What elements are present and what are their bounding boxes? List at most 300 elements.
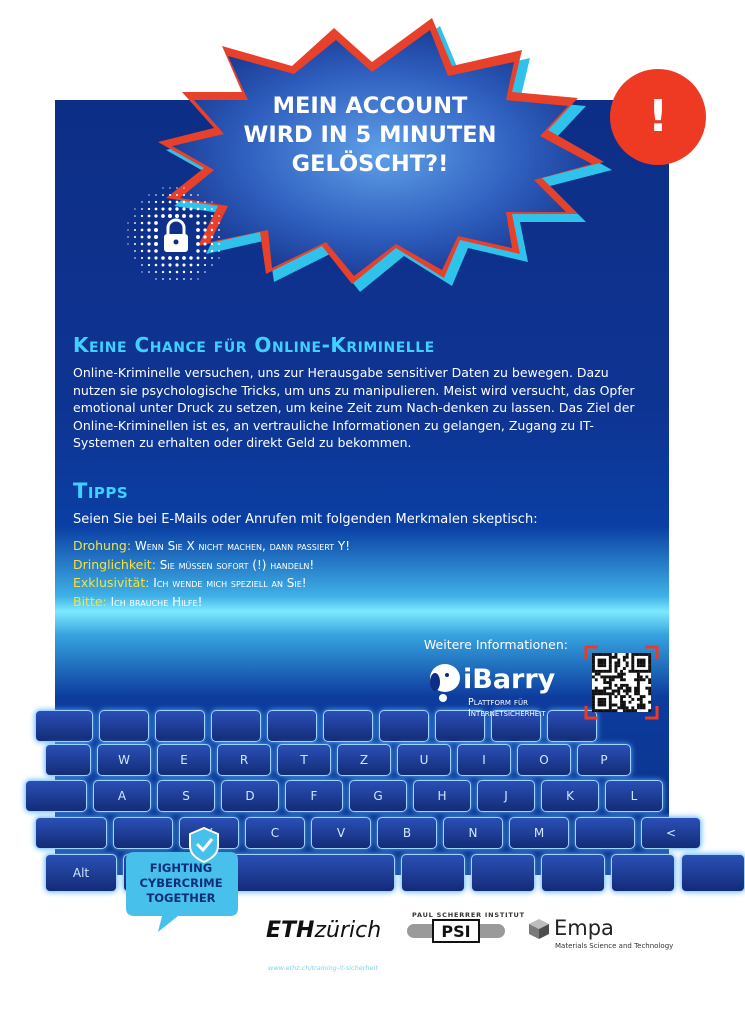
qr-module <box>595 678 598 681</box>
qr-module <box>603 670 606 673</box>
qr-module <box>606 675 609 678</box>
key: K <box>541 780 599 812</box>
qr-module <box>614 684 617 687</box>
globe-dot <box>203 235 206 238</box>
section-heading-chance: Keine Chance für Online-Kriminelle <box>73 333 435 357</box>
globe-dot <box>141 243 144 246</box>
dog-tag <box>439 694 447 702</box>
globe-dot <box>196 256 199 259</box>
qr-module <box>609 704 612 707</box>
globe-dot <box>176 278 178 280</box>
key: Z <box>337 744 391 776</box>
qr-module <box>648 656 651 659</box>
qr-module <box>609 687 612 690</box>
list-item <box>73 556 643 575</box>
qr-module <box>637 673 640 676</box>
qr-module <box>629 670 632 673</box>
qr-module <box>614 664 617 667</box>
key: F <box>285 780 343 812</box>
qr-module <box>631 706 634 709</box>
qr-module <box>637 659 640 662</box>
qr-module <box>643 704 646 707</box>
qr-module <box>600 661 603 664</box>
key: E <box>157 744 211 776</box>
qr-module <box>592 653 595 656</box>
globe-dot <box>204 271 206 273</box>
qr-module <box>609 684 612 687</box>
qr-module <box>600 653 603 656</box>
globe-dot <box>161 214 165 218</box>
qr-module <box>595 673 598 676</box>
qr-module <box>648 701 651 704</box>
globe-dot <box>147 242 150 245</box>
qr-module <box>645 653 648 656</box>
globe-dot <box>141 215 143 217</box>
globe-dot <box>182 256 186 260</box>
globe-dot <box>168 256 172 260</box>
qr-module <box>645 670 648 673</box>
qr-module <box>598 690 601 693</box>
qr-module <box>612 692 615 695</box>
globe-dot <box>134 208 135 209</box>
qr-module <box>598 673 601 676</box>
globe-dot <box>141 264 143 266</box>
tip-text: Ich brauche Hilfe! <box>110 594 203 609</box>
globe-dot <box>175 207 178 210</box>
key: I <box>457 744 511 776</box>
qr-module <box>648 659 651 662</box>
qr-module <box>629 701 632 704</box>
key: < <box>641 817 701 849</box>
qr-module <box>592 692 595 695</box>
qr-module <box>648 692 651 695</box>
globe-dot <box>141 250 143 252</box>
qr-module <box>609 692 612 695</box>
qr-module <box>617 659 620 662</box>
qr-module <box>598 659 601 662</box>
psi-logo[interactable] <box>407 920 505 942</box>
globe-dot <box>134 229 136 231</box>
qr-module <box>598 670 601 673</box>
globe-dot <box>190 271 192 273</box>
globe-dot <box>127 243 128 244</box>
qr-module <box>631 659 634 662</box>
qr-module <box>617 687 620 690</box>
lock-globe-icon <box>124 184 228 288</box>
qr-module <box>626 653 629 656</box>
qr-module <box>643 653 646 656</box>
qr-module <box>637 678 640 681</box>
qr-module <box>643 706 646 709</box>
qr-module <box>648 678 651 681</box>
globe-dot <box>189 256 192 259</box>
qr-module <box>623 695 626 698</box>
globe-dot <box>175 256 179 260</box>
qr-module <box>645 675 648 678</box>
qr-module <box>626 664 629 667</box>
qr-module <box>631 656 634 659</box>
qr-module <box>592 690 595 693</box>
qr-module <box>612 704 615 707</box>
intro-paragraph: Online-Kriminelle versuchen, uns zur Herausgabe sensitiver Daten zu bewegen. Dazu nutzen sie psychologische Tricks, um uns zu manipulieren. Meist wird versucht, das Opfer emotional unter Druck zu setzen, um keine Zeit zum Nach-denken zu lassen. Das Ziel der Online-Kriminellen ist es, an vertrauliche Informationen zu gelangen, Zugang zu IT-Systemen zu erhalten oder direkt Geld zu bekommen. <box>73 365 635 450</box>
qr-module <box>634 690 637 693</box>
globe-dot <box>154 228 158 232</box>
globe-dot <box>155 201 157 203</box>
eth-zurich-logo[interactable]: ETHzürich <box>266 918 382 943</box>
globe-dot <box>196 214 199 217</box>
globe-dot <box>161 207 164 210</box>
globe-dot <box>211 208 213 210</box>
qr-module <box>600 698 603 701</box>
qr-module <box>640 678 643 681</box>
qr-module <box>629 690 632 693</box>
key: L <box>605 780 663 812</box>
qr-module <box>609 706 612 709</box>
key: H <box>413 780 471 812</box>
qr-module <box>603 690 606 693</box>
globe-dot <box>211 215 213 217</box>
qr-module <box>606 709 609 712</box>
qr-module <box>600 701 603 704</box>
globe-dot <box>127 236 128 237</box>
qr-module <box>598 653 601 656</box>
globe-dot <box>218 257 219 258</box>
qr-module <box>606 670 609 673</box>
qr-module <box>617 675 620 678</box>
qr-module <box>629 695 632 698</box>
qr-module <box>600 659 603 662</box>
globe-dot <box>141 222 144 225</box>
globe-dot <box>147 249 150 252</box>
key: O <box>517 744 571 776</box>
globe-dot <box>162 201 165 204</box>
empa-cube-icon <box>527 917 551 941</box>
qr-module <box>592 675 595 678</box>
qr-module <box>609 653 612 656</box>
globe-dot <box>218 250 220 252</box>
qr-module <box>620 706 623 709</box>
qr-module <box>648 664 651 667</box>
qr-module <box>592 656 595 659</box>
qr-module <box>609 675 612 678</box>
qr-module <box>640 670 643 673</box>
qr-module <box>612 675 615 678</box>
globe-dot <box>134 250 136 252</box>
list-item <box>73 537 643 556</box>
qr-module <box>609 695 612 698</box>
qr-module <box>592 698 595 701</box>
qr-module <box>634 670 637 673</box>
qr-module <box>592 706 595 709</box>
globe-dot <box>190 264 193 267</box>
qr-module <box>620 670 623 673</box>
qr-module <box>640 698 643 701</box>
globe-dot <box>154 221 158 225</box>
qr-module <box>634 687 637 690</box>
list-item <box>73 574 643 593</box>
tip-key: Bitte: <box>73 593 107 609</box>
qr-module <box>643 661 646 664</box>
qr-module <box>640 701 643 704</box>
qr-module <box>598 664 601 667</box>
qr-module <box>620 704 623 707</box>
qr-module <box>592 667 595 670</box>
key: B <box>377 817 437 849</box>
globe-dot <box>211 250 213 252</box>
qr-module <box>609 681 612 684</box>
qr-module <box>609 678 612 681</box>
key: T <box>277 744 331 776</box>
qr-module <box>614 675 617 678</box>
qr-module <box>640 704 643 707</box>
globe-dot <box>182 207 185 210</box>
globe-dot <box>141 208 143 210</box>
qr-module <box>623 706 626 709</box>
globe-dot <box>134 222 136 224</box>
qr-module <box>637 704 640 707</box>
qr-module <box>606 687 609 690</box>
globe-dot <box>197 194 199 196</box>
globe-dot <box>218 236 220 238</box>
globe-dot <box>147 228 150 231</box>
shield-check-icon <box>190 828 218 862</box>
qr-module <box>643 659 646 662</box>
globe-dot <box>183 278 185 280</box>
globe-dot <box>155 208 158 211</box>
globe-dot <box>183 271 185 273</box>
qr-module <box>634 678 637 681</box>
qr-module <box>637 670 640 673</box>
qr-module <box>631 653 634 656</box>
qr-module <box>598 692 601 695</box>
qr-code-icon[interactable] <box>592 653 651 712</box>
psi-institute-name: PAUL SCHERRER INSTITUT <box>412 911 525 919</box>
qr-module <box>623 690 626 693</box>
globe-dot <box>155 194 157 196</box>
qr-module <box>609 670 612 673</box>
globe-dot <box>141 236 144 239</box>
globe-dot <box>148 264 150 266</box>
globe-dot <box>148 271 150 273</box>
qr-module <box>609 664 612 667</box>
qr-module <box>614 656 617 659</box>
key: S <box>157 780 215 812</box>
qr-module <box>623 704 626 707</box>
qr-module <box>592 704 595 707</box>
globe-dot <box>127 222 128 223</box>
globe-dot <box>196 235 200 239</box>
qr-module <box>623 709 626 712</box>
globe-dot <box>211 201 212 202</box>
qr-module <box>614 667 617 670</box>
qr-module <box>600 704 603 707</box>
qr-module <box>620 673 623 676</box>
qr-module <box>609 656 612 659</box>
qr-module <box>626 692 629 695</box>
globe-dot <box>211 222 213 224</box>
qr-module <box>637 661 640 664</box>
qr-module <box>626 684 629 687</box>
globe-dot <box>162 194 164 196</box>
tip-text: Wenn Sie X nicht machen, dann passiert Y! <box>134 539 351 553</box>
globe-dot <box>204 215 207 218</box>
qr-module <box>617 673 620 676</box>
qr-module <box>592 709 595 712</box>
qr-module <box>603 664 606 667</box>
globe-dot <box>154 256 157 259</box>
key: W <box>97 744 151 776</box>
qr-module <box>603 653 606 656</box>
qr-module <box>598 701 601 704</box>
qr-module <box>648 661 651 664</box>
globe-dot <box>189 214 193 218</box>
globe-dot <box>148 208 150 210</box>
globe-dot <box>148 194 149 195</box>
globe-dot <box>211 243 213 245</box>
tip-key: Dringlichkeit: <box>73 556 156 572</box>
badge-text: FIGHTING CYBERCRIME TOGETHER <box>139 861 223 905</box>
qr-module <box>617 661 620 664</box>
qr-module <box>637 692 640 695</box>
qr-module <box>609 709 612 712</box>
qr-module <box>637 698 640 701</box>
globe-dot <box>169 201 172 204</box>
globe-dot <box>141 229 144 232</box>
qr-module <box>598 698 601 701</box>
qr-module <box>598 661 601 664</box>
globe-dot <box>176 201 179 204</box>
qr-module <box>634 692 637 695</box>
key: P <box>577 744 631 776</box>
qr-module <box>603 681 606 684</box>
qr-module <box>637 706 640 709</box>
globe-dot <box>183 187 184 188</box>
dog-eye <box>445 673 449 677</box>
qr-module <box>614 695 617 698</box>
qr-module <box>600 690 603 693</box>
qr-module <box>592 670 595 673</box>
tip-text: Ich wende mich speziell an Sie! <box>153 576 307 590</box>
ibarry-dog-icon[interactable] <box>425 660 463 706</box>
globe-dot <box>162 264 165 267</box>
globe-dot <box>154 235 158 239</box>
globe-dot <box>134 243 136 245</box>
globe-dot <box>197 264 200 267</box>
globe-dot <box>197 271 199 273</box>
key: A <box>93 780 151 812</box>
qr-module <box>595 692 598 695</box>
qr-module <box>637 684 640 687</box>
more-info-label: Weitere Informationen: <box>423 637 568 652</box>
qr-module <box>645 687 648 690</box>
qr-module <box>623 684 626 687</box>
empa-logo[interactable]: Empa <box>554 916 614 940</box>
qr-module <box>623 659 626 662</box>
qr-module <box>595 687 598 690</box>
qr-module <box>614 704 617 707</box>
qr-module <box>595 653 598 656</box>
burst-headline: MEIN ACCOUNT WIRD IN 5 MINUTEN GELÖSCHT?! <box>243 93 497 177</box>
globe-dot <box>127 229 128 230</box>
globe-dot <box>175 214 179 218</box>
qr-module <box>592 695 595 698</box>
qr-module <box>631 670 634 673</box>
globe-dot <box>211 264 213 266</box>
qr-module <box>640 661 643 664</box>
globe-dot <box>196 249 199 252</box>
globe-dot <box>204 257 207 260</box>
footer-url-link[interactable]: www.ethz.ch/training-it-sicherheit <box>268 964 378 972</box>
qr-module <box>603 675 606 678</box>
key: G <box>349 780 407 812</box>
lock-shackle <box>168 220 184 234</box>
qr-module <box>620 701 623 704</box>
qr-module <box>617 692 620 695</box>
qr-module <box>643 664 646 667</box>
list-item <box>73 593 643 612</box>
qr-module <box>623 667 626 670</box>
qr-module <box>637 690 640 693</box>
qr-module <box>617 706 620 709</box>
key: J <box>477 780 535 812</box>
qr-module <box>612 690 615 693</box>
qr-module <box>603 698 606 701</box>
globe-dot <box>162 278 164 280</box>
qr-module <box>640 706 643 709</box>
qr-module <box>623 656 626 659</box>
tips-intro: Seien Sie bei E-Mails oder Anrufen mit folgenden Merkmalen skeptisch: <box>73 512 538 527</box>
globe-dot <box>169 271 171 273</box>
globe-dot <box>203 228 206 231</box>
qr-module <box>623 673 626 676</box>
qr-module <box>640 675 643 678</box>
globe-dot <box>154 214 157 217</box>
qr-module <box>626 687 629 690</box>
qr-module <box>637 653 640 656</box>
qr-module <box>617 690 620 693</box>
qr-module <box>623 701 626 704</box>
qr-module <box>637 681 640 684</box>
qr-module <box>603 678 606 681</box>
psi-letters: PSI <box>441 922 471 941</box>
globe-dot <box>218 229 220 231</box>
globe-dot <box>204 264 206 266</box>
key: R <box>217 744 271 776</box>
qr-module <box>603 704 606 707</box>
qr-module <box>626 656 629 659</box>
globe-dot <box>190 278 192 280</box>
globe-dot <box>148 215 151 218</box>
tips-list <box>73 537 643 611</box>
qr-module <box>631 661 634 664</box>
qr-module <box>648 690 651 693</box>
globe-dot <box>141 201 142 202</box>
globe-dot <box>148 201 150 203</box>
qr-module <box>592 701 595 704</box>
globe-dot <box>183 194 185 196</box>
lock-keyhole <box>174 240 179 245</box>
globe-dot <box>183 201 186 204</box>
qr-module <box>600 664 603 667</box>
qr-module <box>592 664 595 667</box>
qr-module <box>603 709 606 712</box>
globe-dot <box>162 187 163 188</box>
qr-module <box>640 664 643 667</box>
globe-dot <box>197 208 200 211</box>
ibarry-logo-text[interactable]: iBarry <box>463 664 556 695</box>
qr-module <box>623 678 626 681</box>
qr-module <box>612 656 615 659</box>
